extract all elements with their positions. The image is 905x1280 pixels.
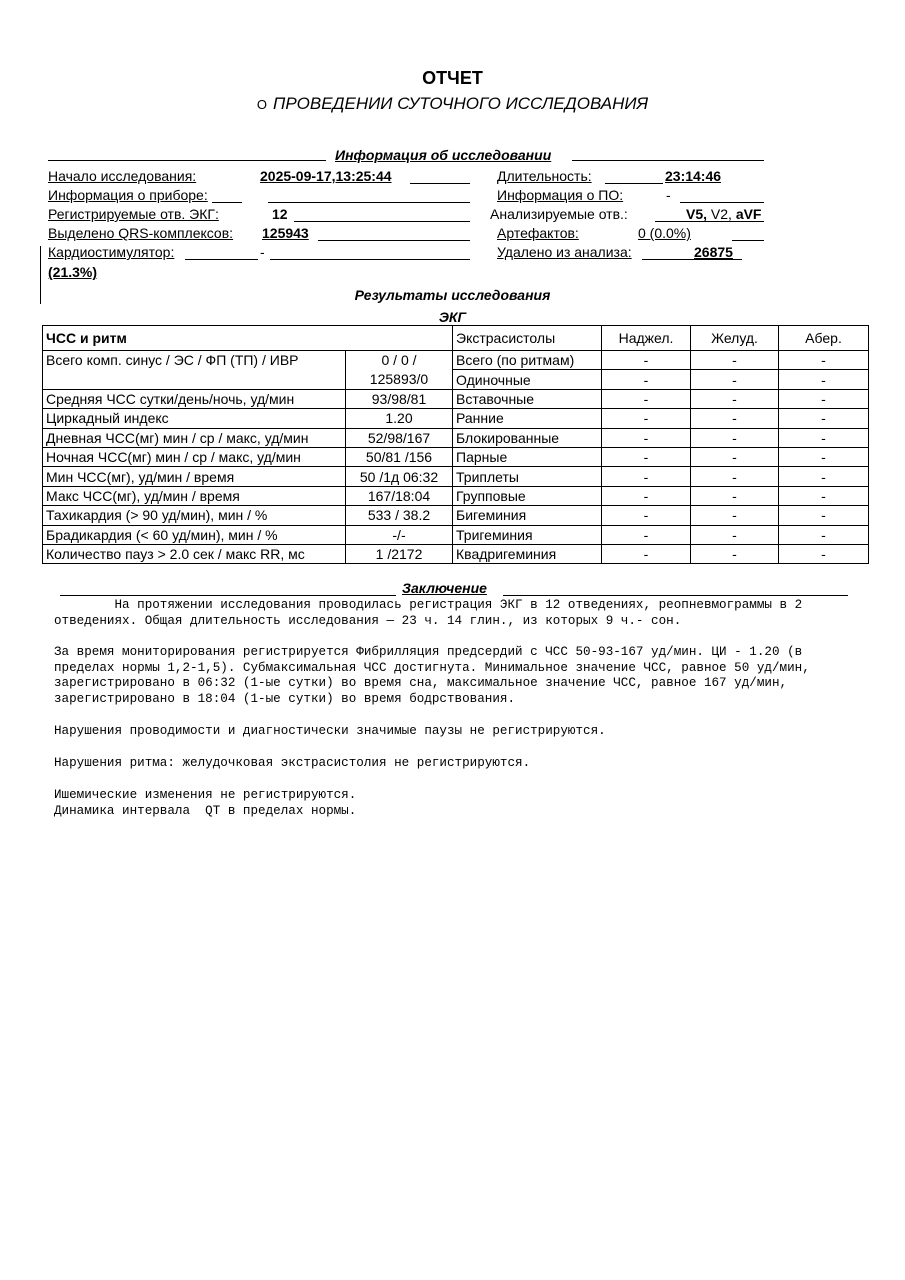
software-value: - bbox=[666, 187, 671, 203]
ventricular-value: - bbox=[691, 506, 779, 525]
table-row bbox=[43, 486, 869, 505]
leads-label: Регистрируемые отв. ЭКГ: bbox=[48, 206, 219, 222]
info-section-line-left bbox=[48, 160, 326, 161]
row-label: Средняя ЧСС сутки/день/ночь, уд/мин bbox=[43, 389, 346, 408]
supraventricular-value: - bbox=[602, 389, 691, 408]
row-label bbox=[43, 370, 346, 389]
extrasystole-label: Вставочные bbox=[453, 389, 602, 408]
analyzed-value bbox=[686, 206, 762, 222]
row-label: Ночная ЧСС(мг) мин / ср / макс, уд/мин bbox=[43, 447, 346, 466]
ventricular-value: - bbox=[691, 370, 779, 389]
extrasystole-label: Одиночные bbox=[453, 370, 602, 389]
aberrant-value: - bbox=[779, 409, 869, 428]
extrasystole-label: Бигеминия bbox=[453, 506, 602, 525]
aberrant-value: - bbox=[779, 370, 869, 389]
row-label: Всего комп. синус / ЭС / ФП (ТП) / ИВР bbox=[43, 351, 346, 370]
supraventricular-value: - bbox=[602, 351, 691, 370]
device-underline-1 bbox=[212, 202, 242, 203]
row-value: 52/98/167 bbox=[346, 428, 453, 447]
row-label: Тахикардия (> 90 уд/мин), мин / % bbox=[43, 506, 346, 525]
aberrant-value: - bbox=[779, 486, 869, 505]
conclusion-p2-line1: За время мониторирования регистрируется Фибрилляция предсердий с ЧСС 50-93-167 уд/мин. ЦИ - 1.20 (в bbox=[54, 645, 803, 659]
row-value: 125893/0 bbox=[346, 370, 453, 389]
conclusion-p4: Нарушения ритма: желудочковая экстрасистолия не регистрируются. bbox=[54, 756, 531, 770]
conclusion-line-left bbox=[60, 595, 396, 596]
conclusion-p2 bbox=[54, 645, 810, 708]
pacemaker-underline-2 bbox=[270, 259, 470, 260]
aberrant-value: - bbox=[779, 389, 869, 408]
subtitle-prefix: О bbox=[256, 97, 267, 112]
pacemaker-label: Кардиостимулятор: bbox=[48, 244, 175, 260]
analyzed-underline bbox=[655, 221, 764, 222]
table-row bbox=[43, 544, 869, 563]
conclusion-p1-line1: На протяжении исследования проводилась регистрация ЭКГ в 12 отведениях, реопневмограммы в 2 bbox=[54, 598, 803, 612]
supraventricular-value: - bbox=[602, 428, 691, 447]
removed-underline bbox=[642, 259, 742, 260]
results-table bbox=[42, 325, 869, 564]
extrasystoles-header: Экстрасистолы bbox=[453, 326, 602, 351]
qrs-underline bbox=[318, 240, 470, 241]
ventricular-value: - bbox=[691, 428, 779, 447]
row-label: Макс ЧСС(мг), уд/мин / время bbox=[43, 486, 346, 505]
ventricular-value: - bbox=[691, 467, 779, 486]
extrasystole-label: Групповые bbox=[453, 486, 602, 505]
supraventricular-value: - bbox=[602, 486, 691, 505]
aberrant-value: - bbox=[779, 351, 869, 370]
row-value: 167/18:04 bbox=[346, 486, 453, 505]
conclusion-p1-line2: отведениях. Общая длительность исследования — 23 ч. 14 глин., из которых 9 ч.- сон. bbox=[54, 613, 682, 628]
ventricular-value: - bbox=[691, 389, 779, 408]
artifacts-underline bbox=[732, 240, 764, 241]
row-value: 50/81 /156 bbox=[346, 447, 453, 466]
qrs-label: Выделено QRS-комплексов: bbox=[48, 225, 234, 241]
removed-label: Удалено из анализа: bbox=[497, 244, 632, 260]
table-row bbox=[43, 428, 869, 447]
qrs-value: 125943 bbox=[262, 225, 309, 241]
table-row bbox=[43, 351, 869, 370]
ventricular-value: - bbox=[691, 525, 779, 544]
row-value: -/- bbox=[346, 525, 453, 544]
aberrant-value: - bbox=[779, 506, 869, 525]
extrasystole-label: Квадригеминия bbox=[453, 544, 602, 563]
analyzed-avf: aVF bbox=[735, 206, 762, 222]
table-row bbox=[43, 506, 869, 525]
conclusion-line-right bbox=[503, 595, 848, 596]
table-row bbox=[43, 409, 869, 428]
pacemaker-value: - bbox=[260, 244, 265, 260]
artifacts-value: 0 (0.0%) bbox=[638, 225, 691, 241]
supraventricular-value: - bbox=[602, 506, 691, 525]
software-underline bbox=[680, 202, 764, 203]
ventricular-value: - bbox=[691, 447, 779, 466]
row-label: Количество пауз > 2.0 сек / макс RR, мс bbox=[43, 544, 346, 563]
info-section-title: Информация об исследовании bbox=[335, 147, 552, 163]
aberrant-value: - bbox=[779, 525, 869, 544]
start-underline bbox=[410, 183, 470, 184]
device-label: Информация о приборе: bbox=[48, 187, 208, 203]
removed-percent: (21.3%) bbox=[48, 264, 98, 280]
artifacts-label: Артефактов: bbox=[497, 225, 579, 241]
row-value: 50 /1д 06:32 bbox=[346, 467, 453, 486]
extrasystole-label: Тригеминия bbox=[453, 525, 602, 544]
duration-value: 23:14:46 bbox=[665, 168, 722, 184]
results-title: Результаты исследования bbox=[354, 287, 551, 303]
aberrant-value: - bbox=[779, 544, 869, 563]
ventricular-value: - bbox=[691, 351, 779, 370]
extrasystole-label: Ранние bbox=[453, 409, 602, 428]
ventricular-header: Желуд. bbox=[691, 326, 779, 351]
table-row bbox=[43, 467, 869, 486]
software-label: Информация о ПО: bbox=[497, 187, 624, 203]
table-row bbox=[43, 525, 869, 544]
conclusion-p5 bbox=[54, 788, 356, 819]
pacemaker-underline-1 bbox=[185, 259, 258, 260]
start-label: Начало исследования: bbox=[48, 168, 197, 184]
analyzed-v5: V5, bbox=[686, 206, 708, 222]
report-title: ОТЧЕТ bbox=[422, 68, 483, 88]
extrasystole-label: Парные bbox=[453, 447, 602, 466]
table-row bbox=[43, 389, 869, 408]
extrasystole-label: Триплеты bbox=[453, 467, 602, 486]
conclusion-p2-line3: зарегистрировано в 06:32 (1-ые сутки) во время сна, максимальное значение ЧСС, равное 167 уд/мин, bbox=[54, 676, 788, 691]
supraventricular-header: Наджел. bbox=[602, 326, 691, 351]
supraventricular-value: - bbox=[602, 447, 691, 466]
ventricular-value: - bbox=[691, 486, 779, 505]
ventricular-value: - bbox=[691, 409, 779, 428]
ekg-title: ЭКГ bbox=[438, 309, 467, 325]
row-value: 1.20 bbox=[346, 409, 453, 428]
duration-underline bbox=[605, 183, 663, 184]
row-label: Циркадный индекс bbox=[43, 409, 346, 428]
row-value: 1 /2172 bbox=[346, 544, 453, 563]
aberrant-value: - bbox=[779, 467, 869, 486]
table-row bbox=[43, 370, 869, 389]
row-label: Дневная ЧСС(мг) мин / ср / макс, уд/мин bbox=[43, 428, 346, 447]
conclusion-p5-line1: Ишемические изменения не регистрируются. bbox=[54, 788, 357, 802]
row-value: 93/98/81 bbox=[346, 389, 453, 408]
supraventricular-value: - bbox=[602, 370, 691, 389]
conclusion-p2-line2: пределах нормы 1,2-1,5). Субмаксимальная ЧСС достигнута. Минимальное значение ЧСС, равное 50 уд/мин, bbox=[54, 660, 810, 675]
extrasystole-label: Блокированные bbox=[453, 428, 602, 447]
report-subtitle bbox=[0, 94, 905, 114]
row-label: Брадикардия (< 60 уд/мин), мин / % bbox=[43, 525, 346, 544]
ventricular-value: - bbox=[691, 544, 779, 563]
row-value: 0 / 0 / bbox=[346, 351, 453, 370]
row-value: 533 / 38.2 bbox=[346, 506, 453, 525]
conclusion-p1 bbox=[54, 598, 802, 629]
supraventricular-value: - bbox=[602, 467, 691, 486]
leads-underline bbox=[294, 221, 470, 222]
conclusion-p2-line4: зарегистрировано в 18:04 (1-ые сутки) во время бодрствования. bbox=[54, 692, 516, 707]
info-section-line-right bbox=[572, 160, 764, 161]
analyzed-label: Анализируемые отв.: bbox=[490, 206, 628, 222]
conclusion-p5-line2: Динамика интервала QT в пределах нормы. bbox=[54, 803, 357, 818]
conclusion-title: Заключение bbox=[402, 580, 487, 596]
aberrant-header: Абер. bbox=[779, 326, 869, 351]
removed-value: 26875 bbox=[694, 244, 733, 260]
subtitle-text: ПРОВЕДЕНИИ СУТОЧНОГО ИССЛЕДОВАНИЯ bbox=[273, 94, 649, 113]
supraventricular-value: - bbox=[602, 409, 691, 428]
duration-label: Длительность: bbox=[497, 168, 592, 184]
leads-value: 12 bbox=[272, 206, 288, 222]
aberrant-value: - bbox=[779, 447, 869, 466]
supraventricular-value: - bbox=[602, 544, 691, 563]
analyzed-v2: V2, bbox=[710, 206, 732, 222]
extrasystole-label: Всего (по ритмам) bbox=[453, 351, 602, 370]
table-row bbox=[43, 447, 869, 466]
table-header-row bbox=[43, 326, 869, 351]
aberrant-value: - bbox=[779, 428, 869, 447]
hr-header: ЧСС и ритм bbox=[43, 326, 453, 351]
device-underline-2 bbox=[268, 202, 470, 203]
row-label: Мин ЧСС(мг), уд/мин / время bbox=[43, 467, 346, 486]
supraventricular-value: - bbox=[602, 525, 691, 544]
conclusion-p3: Нарушения проводимости и диагностически значимые паузы не регистрируются. bbox=[54, 724, 606, 738]
start-value: 2025-09-17,13:25:44 bbox=[260, 168, 392, 184]
